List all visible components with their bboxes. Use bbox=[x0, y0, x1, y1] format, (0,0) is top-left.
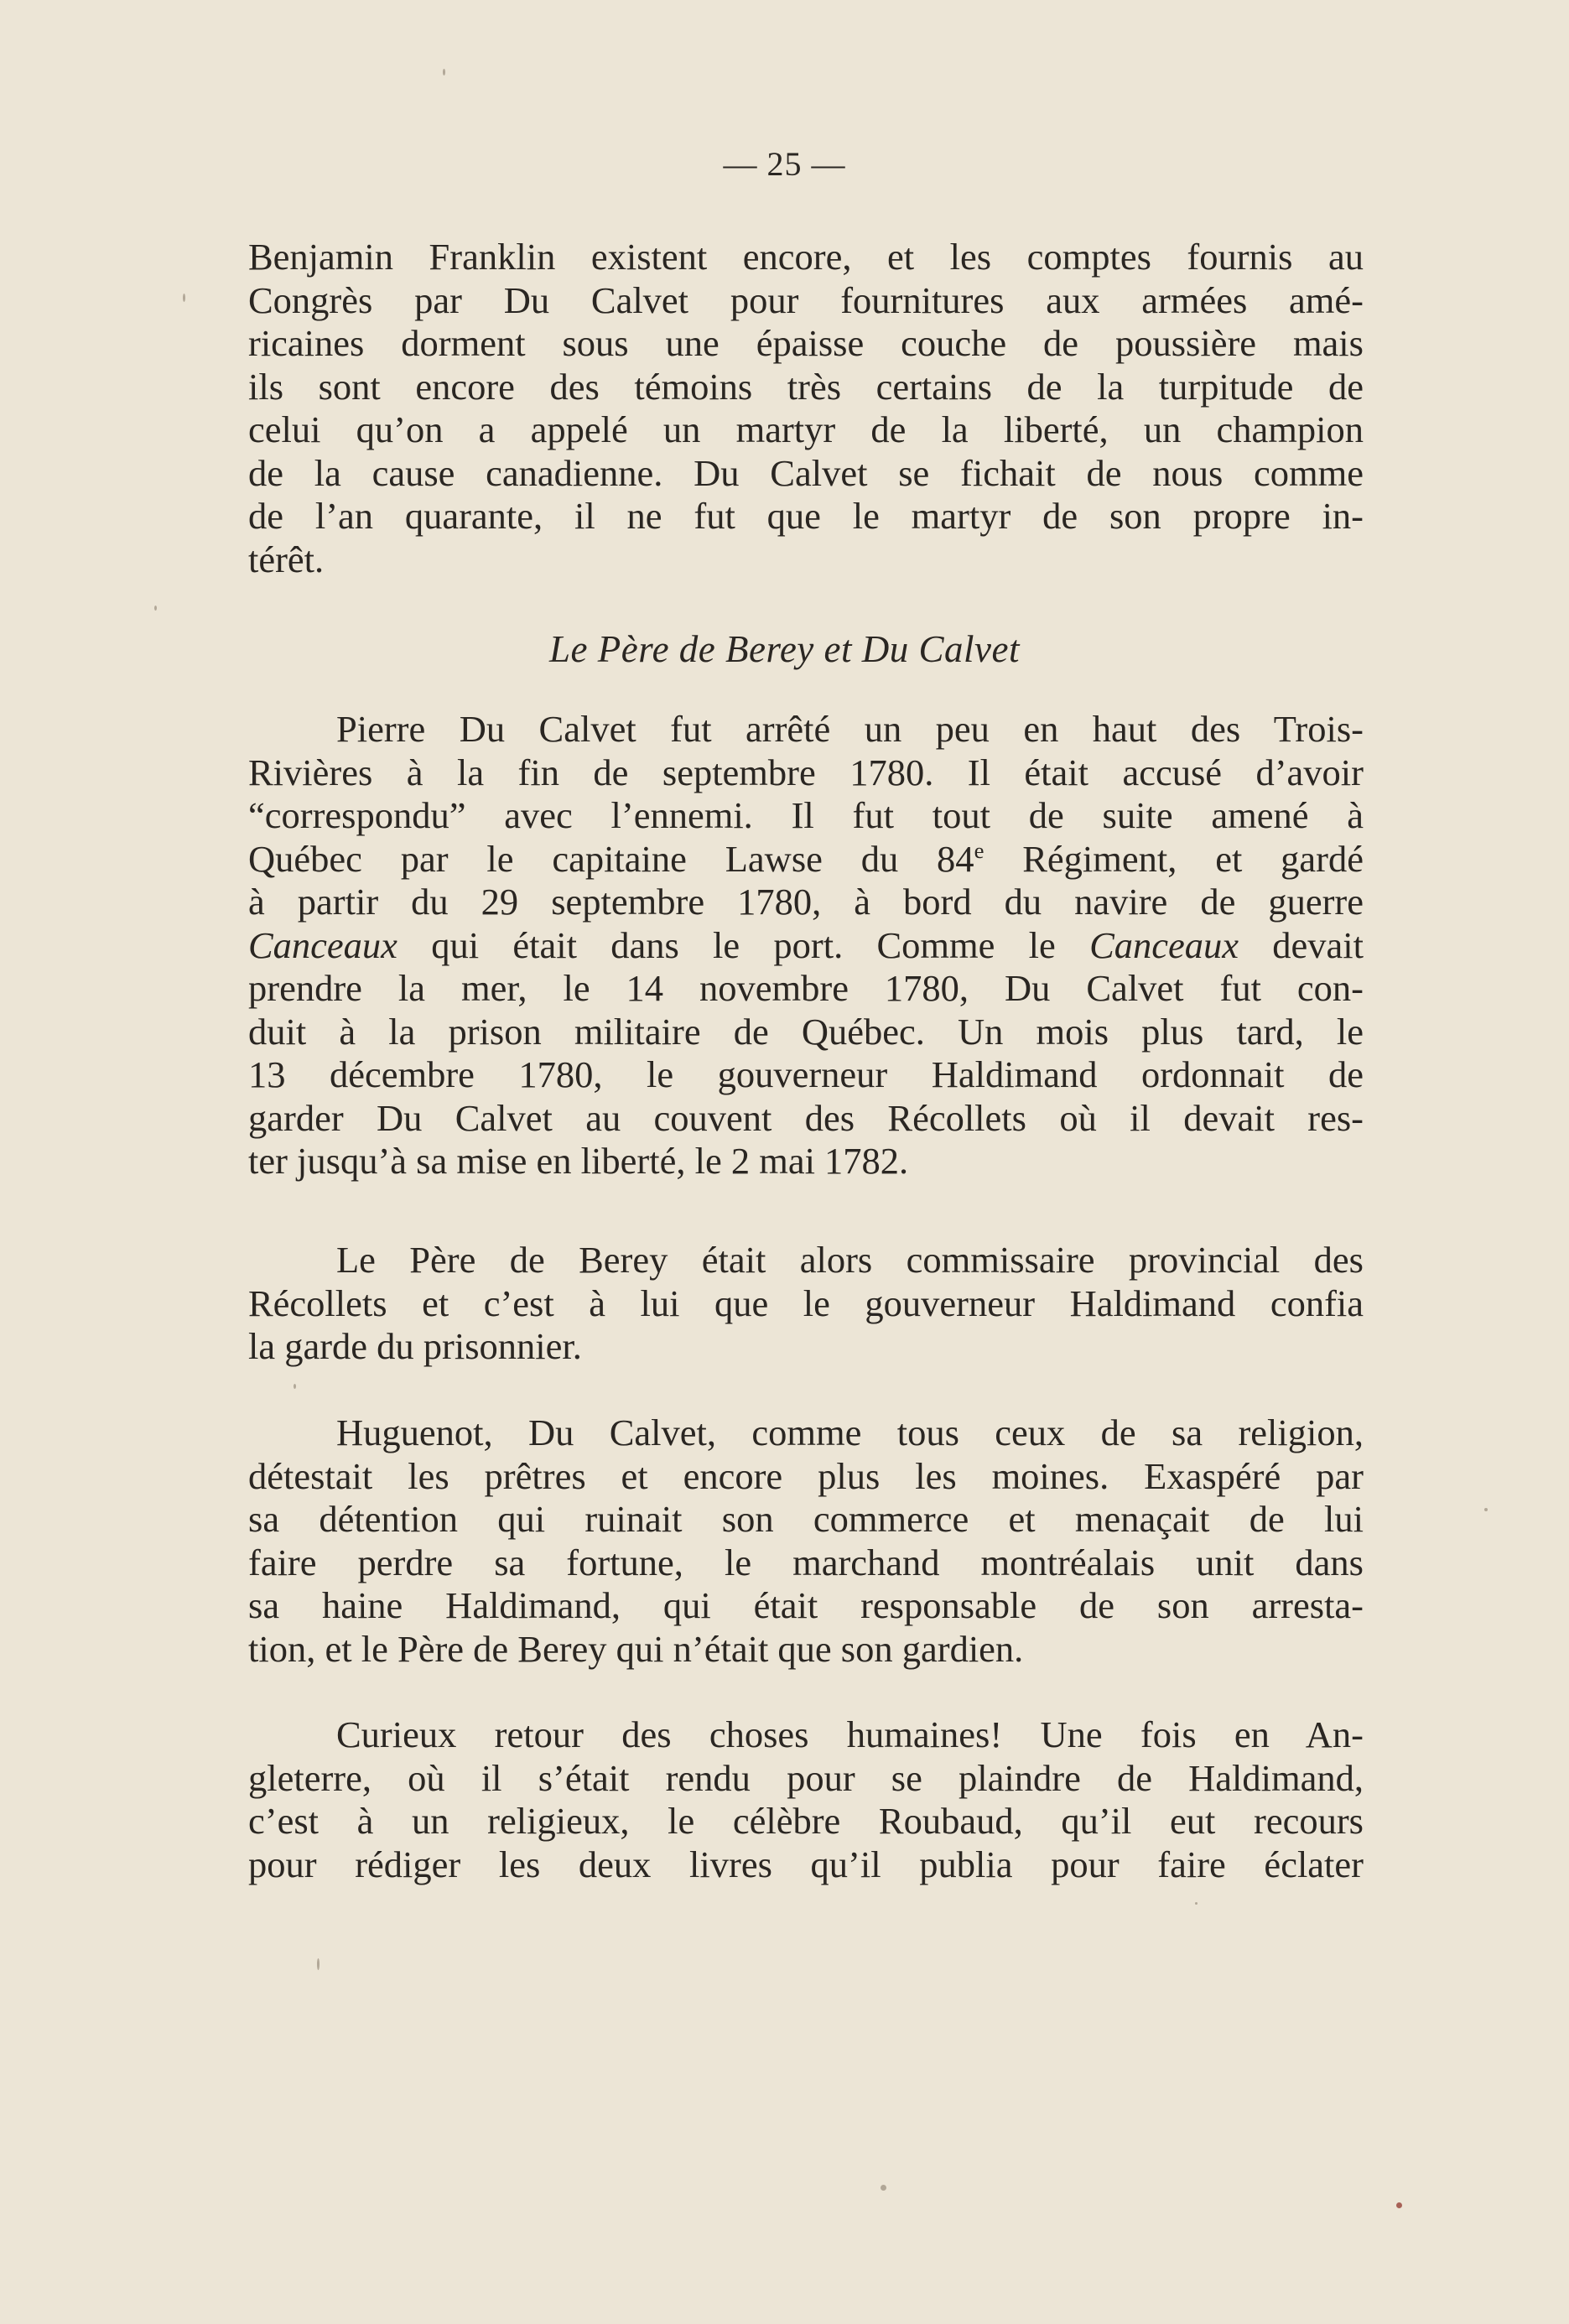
text-line: “correspondu” avec l’ennemi. Il fut tout de suite amené à bbox=[248, 794, 1364, 836]
text-line: Récollets et c’est à lui que le gouverneur Haldimand confia bbox=[248, 1282, 1364, 1324]
text-fragment: devait bbox=[1239, 923, 1364, 966]
text-line: faire perdre sa fortune, le marchand montréalais unit dans bbox=[248, 1541, 1364, 1583]
text-line: Pierre Du Calvet fut arrêté un peu en haut des Trois- bbox=[336, 708, 1364, 750]
text-line: ricaines dorment sous une épaisse couche de poussière mais bbox=[248, 322, 1364, 364]
section-heading: Le Père de Berey et Du Calvet bbox=[549, 628, 1020, 670]
text-line: de la cause canadienne. Du Calvet se fichait de nous comme bbox=[248, 451, 1364, 494]
paragraph-continuation bbox=[248, 236, 1364, 581]
text-line: Rivières à la fin de septembre 1780. Il était accusé d’avoir bbox=[248, 751, 1364, 793]
text-line: de l’an quarante, il ne fut que le martyr de son propre in- bbox=[248, 495, 1364, 537]
paper-speck bbox=[881, 2185, 886, 2191]
text-line: Benjamin Franklin existent encore, et les comptes fournis au bbox=[248, 236, 1364, 278]
text-line: Curieux retour des choses humaines! Une fois en An- bbox=[336, 1713, 1364, 1755]
paper-speck bbox=[1195, 1902, 1198, 1905]
paper-speck bbox=[443, 69, 445, 75]
text-line: celui qu’on a appelé un martyr de la liberté, un champion bbox=[248, 408, 1364, 450]
text-line: ter jusqu’à sa mise en liberté, le 2 mai 1782. bbox=[248, 1140, 909, 1182]
text-line: c’est à un religieux, le célèbre Roubaud, qu’il eut recours bbox=[248, 1800, 1364, 1842]
page-number: — 25 — bbox=[723, 145, 846, 183]
text-line: pour rédiger les deux livres qu’il publia pour faire éclater bbox=[248, 1843, 1364, 1885]
text-line: la garde du prisonnier. bbox=[248, 1325, 582, 1367]
paper-speck bbox=[317, 1958, 320, 1970]
text-fragment: qui était dans le port. Comme le bbox=[397, 923, 1090, 966]
paper-speck bbox=[1396, 2202, 1402, 2208]
paragraph-berey bbox=[248, 1239, 1364, 1369]
paragraph-england bbox=[248, 1713, 1364, 1886]
text-line: sa haine Haldimand, qui était responsable de son arresta- bbox=[248, 1584, 1364, 1626]
text-line: gleterre, où il s’était rendu pour se plaindre de Haldimand, bbox=[248, 1756, 1364, 1799]
paper-speck bbox=[1484, 1508, 1488, 1511]
paragraph-huguenot bbox=[248, 1412, 1364, 1671]
text-line: ils sont encore des témoins très certains de la turpitude de bbox=[248, 365, 1364, 408]
text-line: à partir du 29 septembre 1780, à bord du navire de guerre bbox=[248, 881, 1364, 923]
text-line: térêt. bbox=[248, 538, 325, 580]
text-fragment: Régiment, et gardé bbox=[984, 837, 1364, 880]
paper-speck bbox=[294, 1384, 296, 1389]
text-line: 13 décembre 1780, le gouverneur Haldimand ordonnait de bbox=[248, 1053, 1364, 1095]
text-line: sa détention qui ruinait son commerce et menaçait de lui bbox=[248, 1498, 1364, 1540]
text-line: Huguenot, Du Calvet, comme tous ceux de sa religion, bbox=[336, 1412, 1364, 1453]
text-line bbox=[248, 838, 1364, 881]
text-line: prendre la mer, le 14 novembre 1780, Du Calvet fut con- bbox=[248, 967, 1364, 1009]
text-line bbox=[248, 924, 1364, 968]
text-line: détestait les prêtres et encore plus les moines. Exaspéré par bbox=[248, 1454, 1364, 1497]
text-line: Le Père de Berey était alors commissaire provincial des bbox=[336, 1239, 1364, 1281]
text-line: Congrès par Du Calvet pour fournitures aux armées amé- bbox=[248, 278, 1364, 321]
text-fragment: Québec par le capitaine Lawse du 84 bbox=[248, 837, 974, 880]
text-line: duit à la prison militaire de Québec. Un mois plus tard, le bbox=[248, 1010, 1364, 1053]
paper-speck bbox=[183, 294, 185, 302]
ship-name: Canceaux bbox=[1089, 923, 1239, 966]
ordinal-superscript: e bbox=[974, 837, 985, 863]
ship-name: Canceaux bbox=[248, 923, 397, 966]
paper-speck bbox=[154, 606, 157, 611]
text-line: garder Du Calvet au couvent des Récollets où il devait res- bbox=[248, 1096, 1364, 1139]
paragraph-arrest bbox=[248, 708, 1364, 1183]
text-line: tion, et le Père de Berey qui n’était que son gardien. bbox=[248, 1627, 1024, 1670]
